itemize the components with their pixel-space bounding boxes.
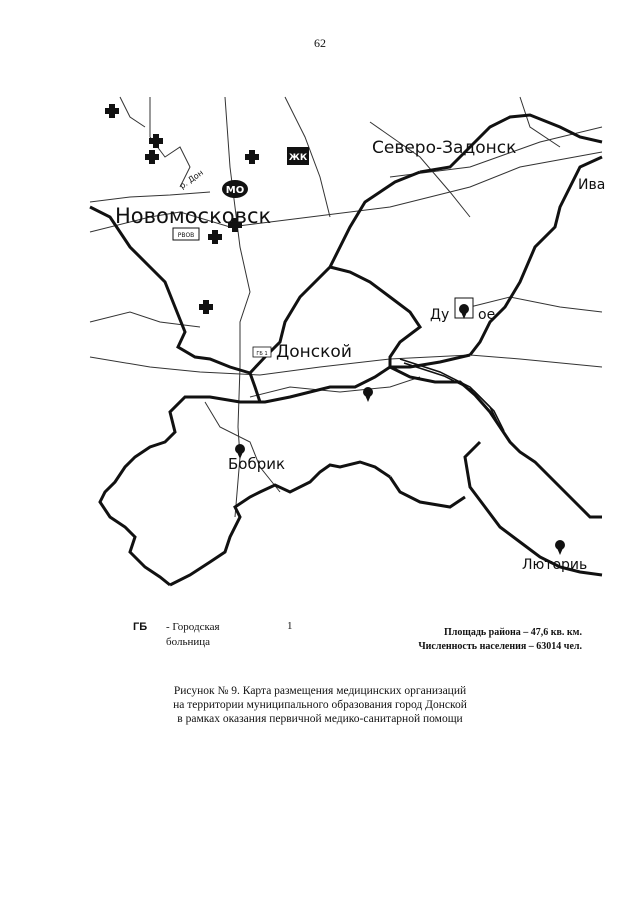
boundary-line <box>90 207 250 373</box>
clinic-cross-icon <box>208 230 222 244</box>
fap-pin-icon <box>555 540 565 555</box>
boundary-line <box>390 477 465 507</box>
place-donskoy: Донской <box>276 342 352 362</box>
legend-description <box>166 620 246 650</box>
population-stat: Численность населения – 63014 чел. <box>418 641 582 652</box>
zhk-marker-label: ЖК <box>288 153 308 163</box>
boundary-line <box>170 462 390 585</box>
zhk-marker <box>287 147 309 165</box>
place-novomoskovsk: Новомосковск <box>115 204 272 228</box>
caption-line3: в рамках оказания первичной медико-санитарной помощи <box>177 713 463 725</box>
clinic-cross-icon <box>245 150 259 164</box>
figure-caption <box>0 684 640 726</box>
clinic-cross-icon <box>145 150 159 164</box>
clinic-cross-icon <box>105 104 119 118</box>
legend-description-line2: больница <box>166 636 210 648</box>
area-stat: Площадь района – 47,6 кв. км. <box>444 627 582 638</box>
road-line <box>90 192 210 202</box>
fap-markers <box>235 298 565 555</box>
boundary-line <box>390 367 602 517</box>
place-severo-zadonsk: Северо-Задонск <box>372 138 517 158</box>
gb-marker <box>253 347 271 357</box>
mo-marker <box>222 180 248 198</box>
district-stats <box>418 626 582 654</box>
caption-line2: на территории муниципального образования город Донской <box>173 699 467 711</box>
clinic-cross-icon <box>199 300 213 314</box>
page-number: 62 <box>314 36 326 50</box>
river-label: р. Дон <box>177 168 205 191</box>
clinic-cross-icon <box>149 134 163 148</box>
caption-line1: Рисунок № 9. Карта размещения медицинских организаций <box>173 685 467 697</box>
map <box>90 97 606 585</box>
legend-count: 1 <box>287 620 293 632</box>
place-du-right: ое <box>478 307 496 323</box>
railway <box>400 359 504 431</box>
rdzh-marker-label: РВОВ <box>177 232 195 239</box>
road-line <box>520 97 560 147</box>
place-bobrik: Бобрик <box>228 455 286 473</box>
road-line <box>370 122 470 217</box>
gb-marker-label: ГБ 1 <box>256 351 268 357</box>
place-lyutorichi: Люториь <box>522 557 588 573</box>
railway-line <box>404 363 504 431</box>
mo-marker-label: МО <box>225 185 245 196</box>
fap-pin-icon <box>455 298 473 319</box>
fap-pin-icon <box>363 387 373 402</box>
legend-abbreviation: ГБ <box>133 621 148 633</box>
place-iva: Ива <box>578 177 606 193</box>
railway-line <box>400 359 500 427</box>
road-line <box>120 97 145 127</box>
legend-description-line1: - Городская <box>166 621 220 633</box>
place-du-left: Ду <box>430 307 450 323</box>
boundary-line <box>250 373 260 402</box>
rdzh-marker <box>173 228 199 240</box>
